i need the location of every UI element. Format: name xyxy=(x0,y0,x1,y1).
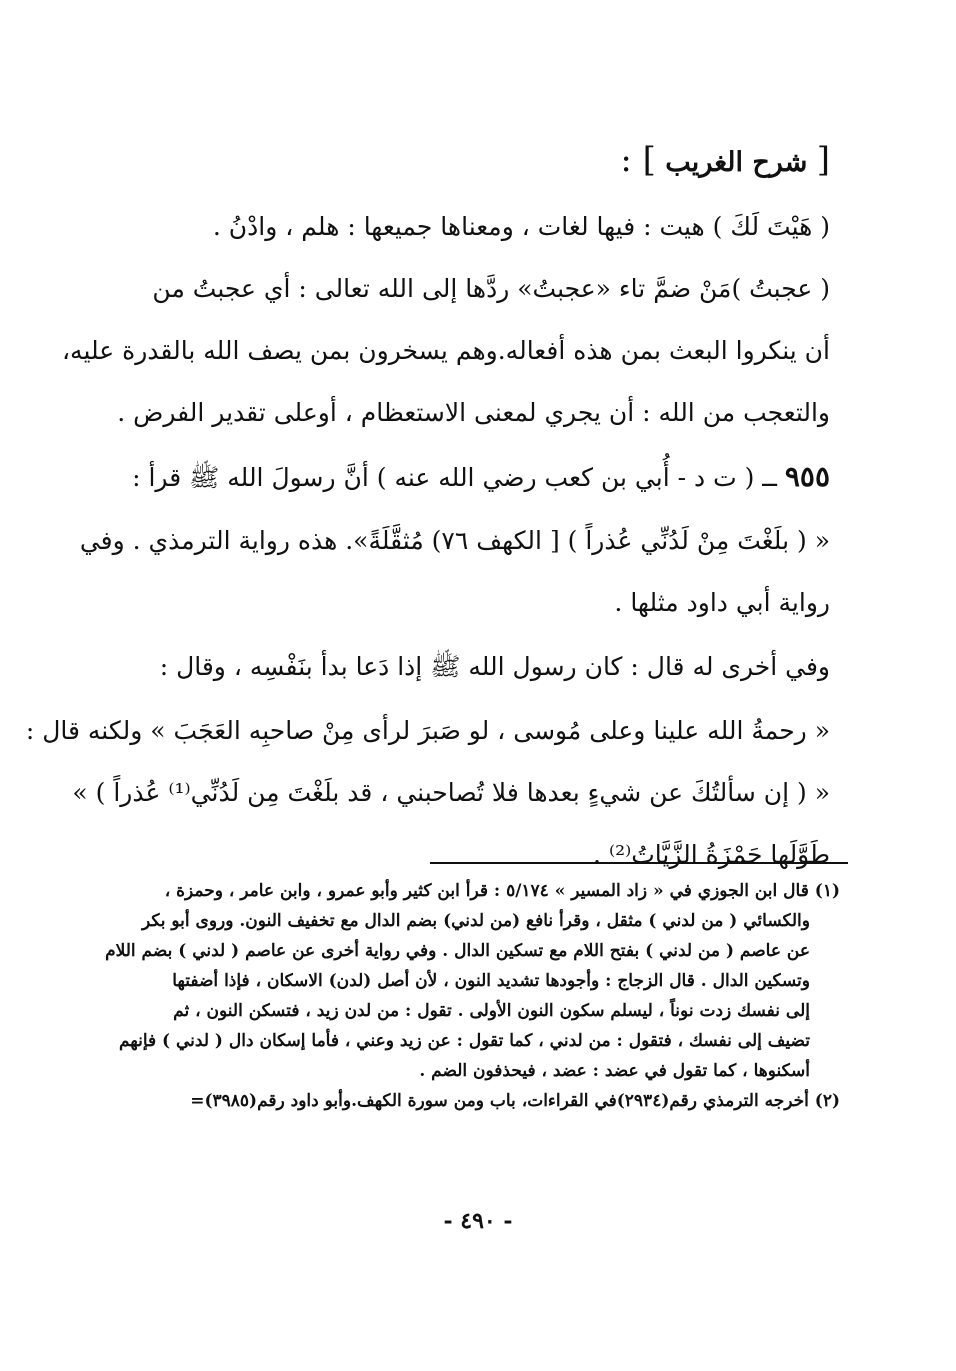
main-text xyxy=(25,138,830,886)
hadith-first-line xyxy=(100,444,830,510)
footnote-line: إلى نفسك زدت نوناً ، ليسلم سكون النون الأولى . تقول : من لدن زيد ، فتسكن النون ، ثم xyxy=(173,1001,810,1021)
hadith-line: « ( بلَغْتَ مِنْ لَدُنِّي عُذراً ) [ الكهف ٧٦) مُثقَّلَةً». هذه رواية الترمذي . وفي xyxy=(79,526,830,555)
footnote-line: أسكنوها ، كما تقول في عضد : عضد ، فيحذفون الضم . xyxy=(419,1061,810,1081)
hadith-line: « رحمةُ الله علينا وعلى مُوسى ، لو صَبرَ لرأى مِنْ صاحبِه العَجَبَ » ولكنه قال : xyxy=(25,716,830,745)
page-number: - ٤٩٠ - xyxy=(443,1208,513,1234)
footnotes xyxy=(104,876,840,1116)
footnote-divider xyxy=(430,862,848,864)
footnote-line: (١) قال ابن الجوزي في « زاد المسير » ٥/١٧٤ : قرأ ابن كثير وأبو عمرو ، وابن عامر ، وحمزة ، xyxy=(164,881,840,901)
footnote-line: وتسكين الدال . قال الزجاج : وأجودها تشديد النون ، لأن أصل (لدن) الاسكان ، فإذا أضفتها xyxy=(172,971,810,991)
hadith-line: رواية أبي داود مثلها . xyxy=(614,588,830,617)
footnote-line: والكسائي ( من لدني ) مثقل ، وقرأ نافع (من لدني) بضم الدال مع تخفيف النون. وروى أبو بكر xyxy=(141,911,810,931)
section-heading xyxy=(100,138,830,196)
hadith-line: طَوَّلَها حَمْزَةُ الزَّيَّاتُ⁽²⁾ . xyxy=(593,840,830,869)
heading-close-bracket: ] : xyxy=(620,140,656,180)
hadith-line-text: ــ ( ت د - أُبي بن كعب رضي الله عنه ) أنَّ رسولَ الله ﷺ قرأ : xyxy=(132,463,777,492)
footnote-line: تضيف إلى نفسك ، فتقول : من لدني ، كما تقول : عن زيد وعني ، فأما إسكان دال ( لدني ) فإنهم xyxy=(118,1031,810,1051)
heading-label: شرح الغريب xyxy=(665,147,808,178)
hadith-number: ٩٥٥ xyxy=(784,460,830,493)
footnote-line: عن عاصم ( من لدني ) بفتح اللام مع تسكين الدال . وفي رواية أخرى عن عاصم ( لدني ) بضم اللام xyxy=(105,941,810,961)
heading-open-bracket: [ xyxy=(816,140,830,180)
gloss-line: والتعجب من الله : أن يجري لمعنى الاستعظام ، أوعلى تقدير الفرض . xyxy=(117,398,830,427)
gloss-line: ( عجبتُ )مَنْ ضمَّ تاء «عجبتُ» ردَّها إلى الله تعالى : أي عجبتُ من xyxy=(152,274,830,303)
hadith-line: « ( إن سألتُكَ عن شيءٍ بعدها فلا تُصاحبني ، قد بلَغْتَ مِن لَدُنِّي⁽¹⁾ عُذراً ) » xyxy=(72,778,830,807)
footnote-line: (٢) أخرجه الترمذي رقم(٢٩٣٤)في القراءات، باب ومن سورة الكهف.وأبو داود رقم(٣٩٨٥)= xyxy=(190,1091,840,1111)
gloss-line: ( هَيْتَ لَكَ ) هيت : فيها لغات ، ومعناها جميعها : هلم ، وادْنُ . xyxy=(212,212,830,241)
hadith-line: وفي أخرى له قال : كان رسول الله ﷺ إذا دَعا بدأ بنَفْسِه ، وقال : xyxy=(159,652,830,681)
gloss-line: أن ينكروا البعث بمن هذه أفعاله.وهم يسخرون بمن يصف الله بالقدرة عليه، xyxy=(61,336,830,365)
